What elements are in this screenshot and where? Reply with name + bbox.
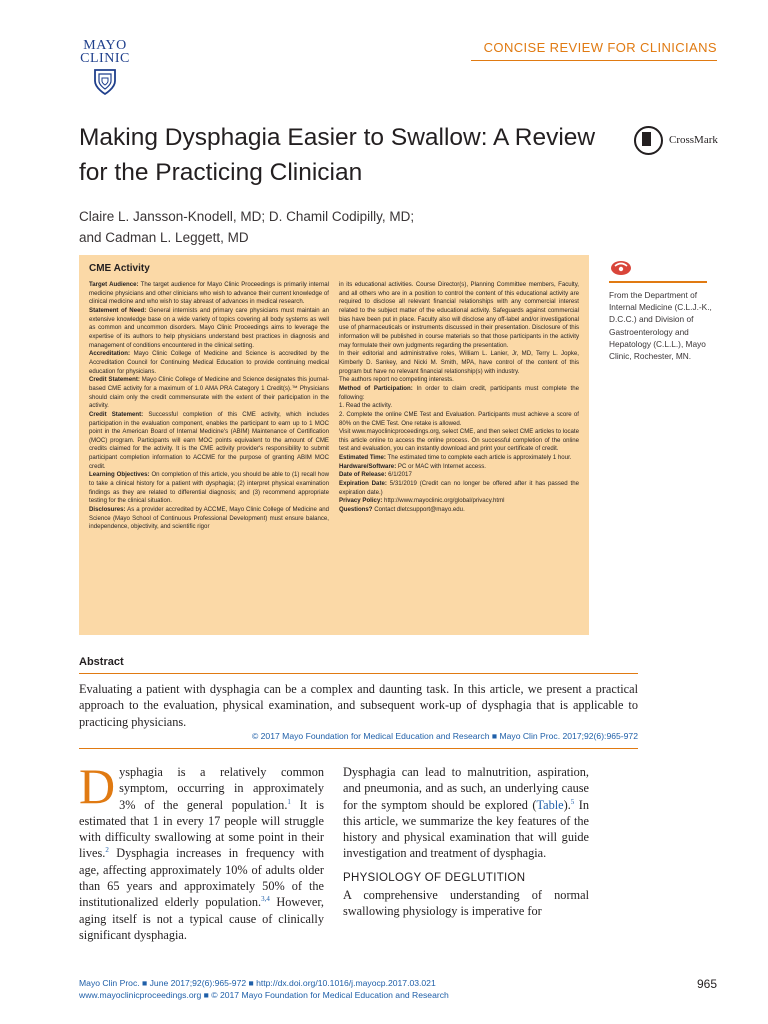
body-paragraph	[343, 764, 589, 862]
cme-paragraph	[339, 376, 579, 385]
cme-text: General internists and primary care physicians must maintain an extensive knowledge base on a wide variety of topics covering all body systems as well as common and uncommon disorders. Mayo Clinic Proceedings aims to leverage the expertise of its authors to help physicians understand best practices in diagnosis and management of conditions encountered in the clinical setting.	[89, 306, 329, 349]
crossmark-badge[interactable]	[634, 126, 724, 156]
cme-left-column	[89, 281, 329, 532]
authors-line-1: Claire L. Jansson-Knodell, MD; D. Chamil Codipilly, MD;	[79, 209, 415, 224]
cme-label: Statement of Need:	[89, 306, 147, 314]
cme-label: Credit Statement:	[89, 376, 140, 384]
reference-link[interactable]: 3,4	[261, 895, 270, 904]
cme-text: 2. Complete the online CME Test and Evaluation. Participants must achieve a score of 80% on the CME Test. One retake is allowed.	[339, 410, 579, 427]
author-list	[79, 206, 499, 248]
abstract-text: Evaluating a patient with dysphagia can be a complex and daunting task. In this article, we present a practical approach to the evaluation, physical examination, and subsequent work-up of dysphagia that is applicable to practicing physicians.	[79, 682, 638, 729]
cme-label: Date of Release:	[339, 471, 387, 479]
body-paragraph: A comprehensive understanding of normal swallowing physiology is imperative for	[343, 888, 589, 919]
authors-line-2: and Cadman L. Leggett, MD	[79, 230, 249, 245]
cme-text: in its educational activities. Course Director(s), Planning Committee members, Faculty, and all others who are in a position to control the content of this educational activity are required to disclose all relevant financial relationships with any commercial interest related to the subject matter of the educational activity. Safeguards against commercial bias have been put in place. Faculty also will disclose any off-label and/or investigational use of pharmaceuticals or instruments discussed in their presentation. Disclosure of this information will be published in course materials so that those participants in the activity may formulate their own judgments regarding the presentation.	[339, 281, 579, 349]
body-text: It is estimated that 1 in every 17 people will struggle with difficulty swallowing at some point in their lives.	[79, 797, 324, 861]
cme-paragraph	[339, 480, 579, 497]
affiliation-rule	[609, 281, 707, 283]
body-column-1	[79, 758, 324, 943]
body-text: ).	[563, 797, 571, 812]
abstract-copyright: © 2017 Mayo Foundation for Medical Education and Research ■ Mayo Clin Proc. 2017;92(6):965-972	[251, 731, 638, 741]
cme-paragraph	[89, 506, 329, 532]
cme-paragraph	[339, 497, 579, 506]
cme-paragraph	[339, 471, 579, 480]
cme-paragraph	[89, 350, 329, 376]
cme-paragraph	[339, 411, 579, 428]
cme-text: Mayo Clinic College of Medicine and Science designates this journal-based CME activity for a maximum of 1.0 AMA PRA Category 1 Credit(s).™ Physicians should claim only the credit commensurate with the extent of their participation in the activity.	[89, 376, 329, 410]
cme-paragraph	[89, 281, 329, 307]
cme-label: Estimated Time:	[339, 454, 386, 462]
cme-title: CME Activity	[89, 263, 150, 274]
bookmark-icon	[642, 132, 651, 146]
cme-text: The target audience for Mayo Clinic Proceedings is primarily internal medicine physicians and other clinicians who wish to advance their current knowledge of clinical medicine and who wish to stay abreast of advances in medical research.	[89, 281, 329, 306]
cme-paragraph	[89, 411, 329, 472]
cme-text: In their editorial and administrative roles, William L. Lanier, Jr, MD, Terry L. Jopke, Kimberly D. Sankey, and Nicki M. Smith, MPA, have control of the content of this program but have no relevant financial relationship(s) with industry.	[339, 350, 579, 375]
cme-text: 6/1/2017	[386, 471, 412, 479]
author-affiliation: From the Department of Internal Medicine (C.L.J.-K., D.C.C.) and Division of Gastroenterology and Hepatology (C.L.L.), Mayo Clinic, Rochester, MN.	[609, 290, 712, 362]
abstract-heading: Abstract	[79, 656, 124, 668]
logo-wordmark-line1: MAYO	[83, 38, 127, 53]
body-column-2	[343, 764, 589, 920]
cme-text: PC or MAC with Internet access.	[396, 462, 486, 470]
body-text: Dysphagia can lead to malnutrition, aspiration, and pneumonia, and as such, an underlying cause for the symptom should be explored (	[343, 765, 589, 812]
cme-label: Method of Participation:	[339, 384, 413, 392]
cme-text: 5/31/2019 (Credit can no longer be offered after it has passed the expiration date.)	[339, 480, 579, 496]
logo-wordmark-line2: CLINIC	[80, 51, 130, 66]
body-text: ysphagia is a relatively common symptom, occurring in approximately 3% of the general population.	[119, 765, 324, 812]
cme-label: Accreditation:	[89, 350, 130, 358]
cme-paragraph	[89, 471, 329, 506]
article-title: Making Dysphagia Easier to Swallow: A Review for the Practicing Clinician	[79, 124, 596, 186]
reference-link[interactable]: 5	[570, 797, 575, 806]
section-heading: PHYSIOLOGY OF DEGLUTITION	[343, 871, 526, 884]
cme-text: As a provider accredited by ACCME, Mayo Clinic College of Medicine and Science (Mayo School of Continuous Professional Development) must ensure balance, independence, objectivity, and scientific rigor	[89, 506, 329, 531]
cme-paragraph	[89, 376, 329, 411]
cme-paragraph	[339, 463, 579, 472]
section-label: CONCISE REVIEW FOR CLINICIANS	[483, 40, 717, 55]
cme-paragraph	[339, 350, 579, 376]
cme-icon	[609, 258, 633, 276]
cme-paragraph	[339, 402, 579, 411]
abstract-rule-bottom	[79, 748, 638, 749]
cme-text: Mayo Clinic College of Medicine and Science is accredited by the Accreditation Council for Continuing Medical Education to provide continuing medical education for physicians.	[89, 350, 329, 375]
cme-label: Questions?	[339, 506, 373, 514]
reference-link[interactable]: 2	[105, 846, 109, 855]
cme-text: 1. Read the activity.	[339, 402, 393, 410]
abstract-rule-top	[79, 673, 638, 674]
cme-paragraph	[339, 428, 579, 454]
cme-label: Privacy Policy:	[339, 497, 383, 505]
cme-text: Contact dletcsupport@mayo.edu.	[372, 506, 465, 514]
body-text: However, aging itself is not a typical cause of clinically significant dysphagia.	[79, 895, 324, 942]
cme-label: Learning Objectives:	[89, 471, 150, 479]
cme-text: On completion of this article, you should be able to (1) recall how to take a clinical history for a patient with dysphagia; (2) interpret physical examination findings as they are related to differential diagnosis; and (3) recommend appropriate testing for the clinical situation.	[89, 471, 329, 505]
shield-icon	[92, 68, 118, 96]
body-text: Dysphagia increases in frequency with age, affecting approximately 10% of adults older than 65 years and approximately 50% of the institutionalized elderly population.	[79, 846, 324, 910]
cme-paragraph	[339, 454, 579, 463]
cme-text: Visit www.mayoclinicproceedings.org, select CME, and then select CME articles to locate this article online to access the online process. On successful completion of the online test and evaluation, you can instantly download and print your certificate of credit.	[339, 428, 580, 453]
cme-label: Credit Statement:	[89, 410, 144, 418]
cme-text: In order to claim credit, participants must complete the following:	[339, 384, 579, 401]
drop-cap: D	[79, 758, 116, 814]
cme-paragraph	[339, 385, 579, 402]
body-text: In this article, we summarize the key features of the history and physical examination that will guide investigation and treatment of dysphagia.	[343, 797, 589, 861]
cme-label: Expiration Date:	[339, 480, 387, 488]
mayo-clinic-logo	[79, 39, 131, 96]
cme-paragraph	[339, 506, 579, 515]
page-number: 965	[696, 977, 717, 991]
cme-paragraph	[89, 307, 329, 350]
header-rule	[471, 60, 717, 61]
cme-text: The authors report no competing interests.	[339, 376, 454, 384]
cme-label: Disclosures:	[89, 506, 126, 514]
cme-activity-box	[79, 255, 589, 635]
cme-text: The estimated time to complete each article is approximately 1 hour.	[385, 454, 572, 462]
reference-link[interactable]: 1	[287, 797, 291, 806]
cme-text: http://www.mayoclinic.org/global/privacy.html	[382, 497, 505, 505]
cme-label: Hardware/Software:	[339, 462, 397, 470]
cme-text: Successful completion of this CME activity, which includes participation in the evaluation component, enables the participant to earn up to 1 MOC point in the American Board of Internal Medicine's (ABIM) Maintenance of Certification (MOC) program. Participants will earn MOC points equivalent to the amount of CME credits claimed for the activity. It is the CME activity provider's responsibility to submit participant completion information to ACCME for the purpose of granting ABIM MOC credit.	[89, 410, 329, 470]
cme-label: Target Audience:	[89, 281, 139, 288]
footer-citation[interactable]: Mayo Clin Proc. ■ June 2017;92(6):965-972 ■ http://dx.doi.org/10.1016/j.mayocp.2017.03.021	[79, 978, 436, 988]
cme-right-column	[339, 281, 579, 532]
crossmark-label: CrossMark	[669, 134, 718, 146]
cme-paragraph	[339, 281, 579, 350]
footer-website[interactable]: www.mayoclinicproceedings.org ■ © 2017 Mayo Foundation for Medical Education and Research	[79, 990, 449, 1000]
table-link[interactable]: Table	[536, 797, 564, 812]
